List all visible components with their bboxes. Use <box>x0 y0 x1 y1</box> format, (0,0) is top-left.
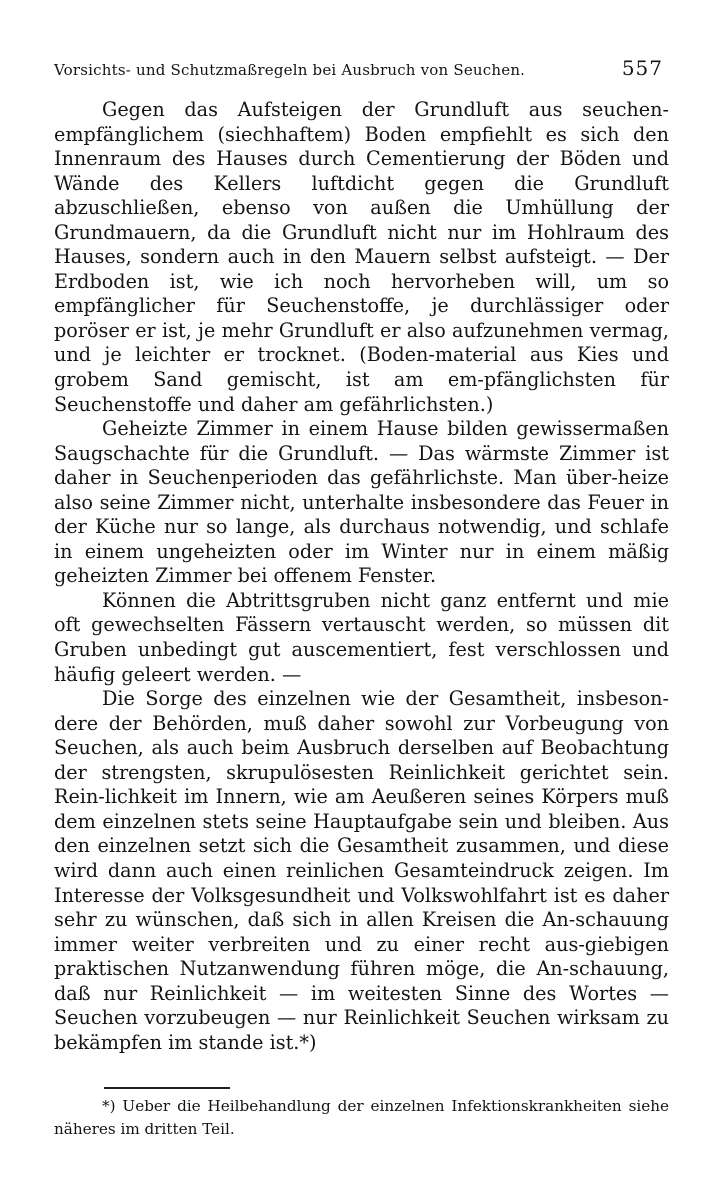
running-header-title: Vorsichts- und Schutzmaßregeln bei Ausbruch von Seuchen. <box>54 61 526 79</box>
footnote-divider <box>104 1087 230 1089</box>
paragraph-geheizte-zimmer: Geheizte Zimmer in einem Hause bilden gewissermaßen Saugschachte für die Grundluft. — Das wärmste Zimmer ist daher in Seuchenperioden das gefährlichste. Man über-heize also seine Zimmer nicht, unterhalte insbesondere das Feuer in der Küche nur so lange, als durchaus notwendig, und schlafe in einem ungeheizten oder im Winter nur in einem mäßig geheizten Zimmer bei offenem Fenster. <box>54 417 669 588</box>
footnote: *) Ueber die Heilbehandlung der einzelnen Infektionskrankheiten siehe näheres im dritten Teil. <box>54 1097 669 1139</box>
running-header <box>54 56 669 86</box>
paragraph-grundluft: Gegen das Aufsteigen der Grundluft aus seuchen-empfänglichem (siechhaftem) Boden empfiehlt es sich den Innenraum des Hauses durch Cementierung der Böden und Wände des Kellers luftdicht gegen die Grundluft abzuschließen, ebenso von außen die Umhüllung der Grundmauern, da die Grundluft nicht nur im Hohlraum des Hauses, sondern auch in den Mauern selbst aufsteigt. — Der Erdboden ist, wie ich noch hervorheben will, um so empfänglicher für Seuchenstoffe, je durchlässiger oder poröser er ist, je mehr Grundluft er also aufzunehmen vermag, und je leichter er trocknet. (Boden-material aus Kies und grobem Sand gemischt, ist am em-pfänglichsten für Seuchenstoffe und daher am gefährlichsten.) <box>54 98 669 416</box>
paragraph-reinlichkeit: Die Sorge des einzelnen wie der Gesamtheit, insbeson-dere der Behörden, muß daher sowohl zur Vorbeugung von Seuchen, als auch beim Ausbruch derselben auf Beobachtung der strengsten, skrupulösesten Reinlichkeit gerichtet sein. Rein-lichkeit im Innern, wie am Aeußeren seines Körpers muß dem einzelnen stets seine Hauptaufgabe sein und bleiben. Aus den einzelnen setzt sich die Gesamtheit zusammen, und diese wird dann auch einen reinlichen Gesamteindruck zeigen. Im Interesse der Volksgesundheit und Volkswohlfahrt ist es daher sehr zu wünschen, daß sich in allen Kreisen die An-schauung immer weiter verbreiten und zu einer recht aus-giebigen praktischen Nutzanwendung führen möge, die An-schauung, daß nur Reinlichkeit — im weitesten Sinne des Wortes — Seuchen vorzubeugen — nur Reinlichkeit Seuchen wirksam zu bekämpfen im stande ist.*) <box>54 687 669 1054</box>
page-number: 557 <box>621 56 663 80</box>
paragraph-abtrittsgruben: Können die Abtrittsgruben nicht ganz entfernt und mie oft gewechselten Fässern vertauscht werden, so müssen dit Gruben unbedingt gut auscementiert, fest verschlossen und häufig geleert werden. — <box>54 588 669 686</box>
main-text <box>54 98 669 1055</box>
